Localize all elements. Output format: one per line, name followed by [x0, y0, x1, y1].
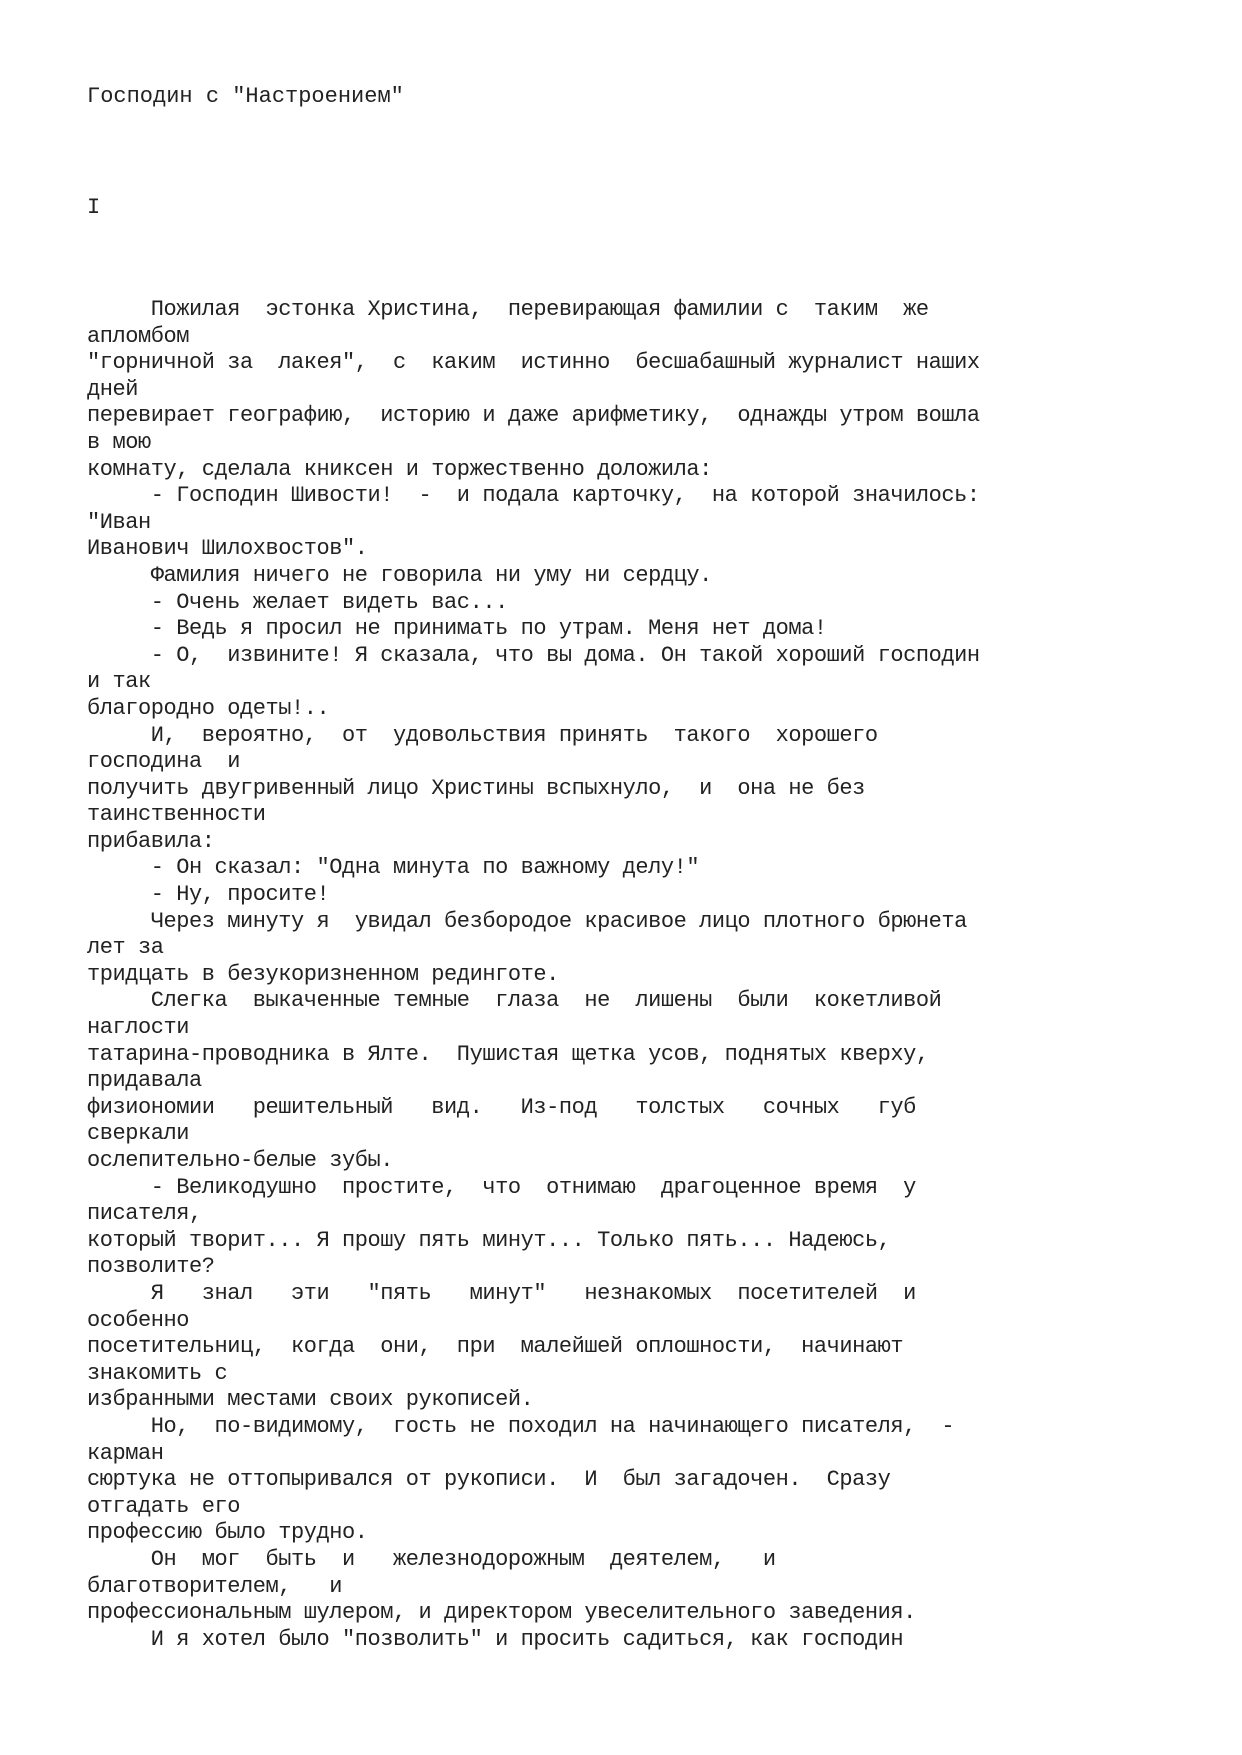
- text-line: Пожилая эстонка Христина, перевирающая фамилии с таким же: [87, 297, 929, 322]
- text-line: "горничной за лакея", с каким истинно бесшабашный журналист наших: [87, 350, 980, 376]
- text-line: Я знал эти "пять минут" незнакомых посетителей и: [87, 1280, 916, 1306]
- text-line: который творит... Я прошу пять минут... Только пять... Надеюсь,: [87, 1227, 891, 1253]
- text-line: дней: [87, 376, 139, 402]
- text-line: комнату, сделала книксен и торжественно доложила:: [87, 456, 712, 482]
- text-line: апломбом: [87, 323, 190, 349]
- text-line: И я хотел было "позволить" и просить садиться, как господин: [87, 1626, 904, 1652]
- text-line: - Господин Шивости! - и подала карточку, на которой значилось:: [87, 483, 980, 509]
- text-line: татарина-проводника в Ялте. Пушистая щетка усов, поднятых кверху,: [87, 1041, 929, 1067]
- text-line: господина и: [87, 749, 241, 775]
- text-line: благотворителем, и: [87, 1573, 343, 1599]
- text-line: - Он сказал: "Одна минута по важному делу!": [87, 855, 700, 881]
- text-line: ослепительно-белые зубы.: [87, 1148, 394, 1173]
- text-line: перевирает географию, историю и даже арифметику, однажды утром вошла: [87, 403, 980, 429]
- text-line: - Ведь я просил не принимать по утрам. Меня нет дома!: [87, 616, 827, 642]
- text-line: сюртука не оттопыривался от рукописи. И был загадочен. Сразу: [87, 1467, 891, 1493]
- text-line: особенно: [87, 1307, 190, 1333]
- body-text: [87, 297, 980, 1653]
- text-line: получить двугривенный лицо Христины вспыхнуло, и она не без: [87, 775, 865, 801]
- text-line: И, вероятно, от удовольствия принять такого хорошего: [87, 722, 878, 748]
- text-line: физиономии решительный вид. Из-под толстых сочных губ: [87, 1094, 916, 1120]
- text-line: отгадать его: [87, 1493, 241, 1519]
- text-line: придавала: [87, 1068, 202, 1094]
- text-line: благородно одеты!..: [87, 695, 330, 721]
- text-line: тридцать в безукоризненном рединготе.: [87, 961, 559, 987]
- text-line: Фамилия ничего не говорила ни уму ни сердцу.: [87, 562, 712, 588]
- text-line: Иванович Шилохвостов".: [87, 536, 368, 562]
- text-line: в мою: [87, 429, 151, 455]
- chapter-number: I: [87, 195, 101, 220]
- document-title: Господин с "Настроением": [87, 84, 404, 109]
- text-line: Но, по-видимому, гость не походил на начинающего писателя, -: [87, 1413, 955, 1439]
- text-line: писателя,: [87, 1201, 202, 1227]
- text-line: - Очень желает видеть вас...: [87, 589, 508, 615]
- text-line: сверкали: [87, 1121, 190, 1147]
- text-line: знакомить с: [87, 1360, 228, 1386]
- text-line: Слегка выкаченные темные глаза не лишены были кокетливой: [87, 988, 942, 1014]
- text-line: профессию было трудно.: [87, 1520, 368, 1546]
- text-line: Через минуту я увидал безбородое красивое лицо плотного брюнета: [87, 908, 967, 934]
- text-line: и так: [87, 669, 151, 695]
- text-line: карман: [87, 1440, 164, 1466]
- text-line: "Иван: [87, 509, 151, 535]
- text-line: наглости: [87, 1015, 190, 1041]
- text-line: посетительниц, когда они, при малейшей оплошности, начинают: [87, 1334, 904, 1360]
- text-line: таинственности: [87, 802, 266, 828]
- text-line: позволите?: [87, 1254, 215, 1280]
- text-line: - Ну, просите!: [87, 882, 330, 908]
- text-line: лет за: [87, 935, 164, 961]
- text-line: прибавила:: [87, 828, 215, 854]
- text-line: Он мог быть и железнодорожным деятелем, и: [87, 1546, 776, 1572]
- text-line: - О, извините! Я сказала, что вы дома. Он такой хороший господин: [87, 642, 980, 668]
- text-line: - Великодушно простите, что отнимаю драгоценное время у: [87, 1174, 916, 1200]
- text-line: избранными местами своих рукописей.: [87, 1387, 534, 1413]
- text-line: профессиональным шулером, и директором увеселительного заведения.: [87, 1600, 916, 1626]
